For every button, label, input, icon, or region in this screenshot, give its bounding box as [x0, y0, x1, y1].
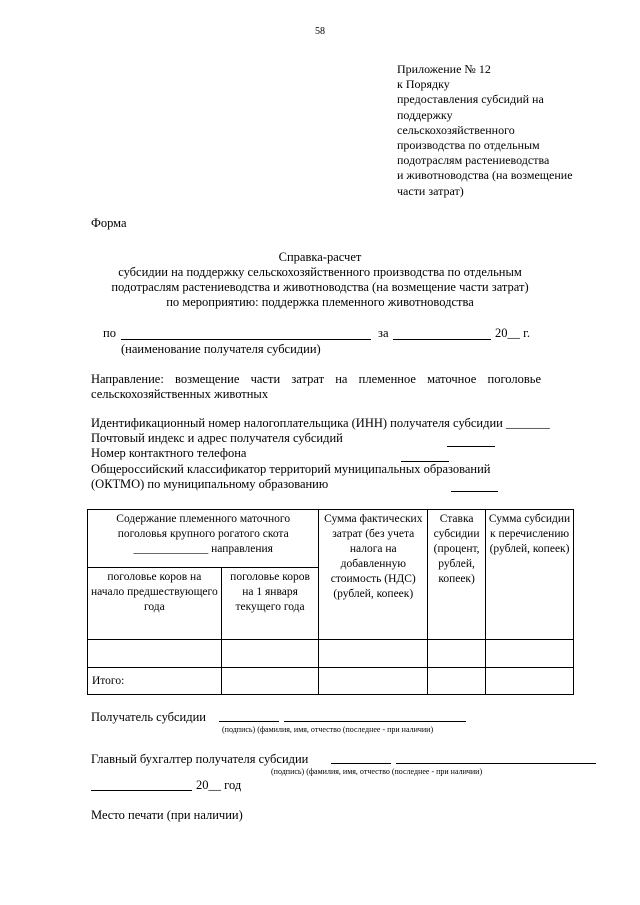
recipient-signature-label: Получатель субсидии: [91, 710, 206, 724]
table-cell[interactable]: [319, 668, 428, 695]
title-line: подотраслям растениеводства и животноводства (на возмещение части затрат): [111, 280, 529, 294]
recipient-signature-caption: (подпись) (фамилия, имя, отчество (последнее - при наличии): [222, 725, 434, 734]
header-subsidy-rate: Ставка субсидии (процент, рублей, копеек): [428, 510, 486, 640]
appendix-block: [397, 62, 573, 199]
accountant-fullname-field[interactable]: [396, 763, 596, 764]
document-title: [60, 250, 580, 310]
accountant-signature-caption: (подпись) (фамилия, имя, отчество (последнее - при наличии): [271, 767, 483, 776]
calculation-table: [87, 509, 574, 695]
appendix-line: Приложение № 12: [397, 62, 491, 76]
appendix-line: предоставления субсидий на: [397, 92, 544, 107]
appendix-line: сельскохозяйственного: [397, 122, 515, 137]
table-cell[interactable]: [221, 640, 319, 668]
year-label: 20__ г.: [495, 326, 530, 340]
header-actual-costs: Сумма фактических затрат (без учета налога на добавленную стоимость (НДС) (рублей, копеек): [319, 510, 428, 640]
recipient-fullname-field[interactable]: [284, 721, 466, 722]
recipient-info: [91, 416, 550, 492]
phone-field[interactable]: [401, 461, 449, 462]
form-label: Форма: [91, 216, 127, 230]
table-cell[interactable]: [486, 668, 574, 695]
oktmo-line-1: Общероссийский классификатор территорий муниципальных образований: [91, 461, 491, 476]
header-subsidy-transfer: Сумма субсидии к перечислению (рублей, копеек): [486, 510, 574, 640]
recipient-po-label: по: [103, 326, 116, 340]
total-label: Итого:: [88, 668, 222, 695]
title-line: по мероприятию: поддержка племенного животноводства: [166, 295, 474, 309]
address-field[interactable]: [447, 446, 495, 447]
recipient-caption: (наименование получателя субсидии): [121, 342, 321, 356]
recipient-name-field[interactable]: [121, 339, 371, 340]
appendix-line: поддержку: [397, 107, 453, 122]
header-livestock-group: Содержание племенного маточного поголовья крупного рогатого скота _____________ направления: [88, 510, 319, 568]
title-line: Справка-расчет: [278, 250, 362, 264]
header-cows-current-year: поголовье коров на 1 января текущего года: [221, 568, 319, 640]
table-cell[interactable]: [88, 640, 222, 668]
direction-text: Направление: возмещение части затрат на племенное маточное поголовье сельскохозяйственных животных: [91, 372, 541, 401]
appendix-line: к Порядку: [397, 77, 450, 92]
stamp-label: Место печати (при наличии): [91, 808, 243, 822]
oktmo-field[interactable]: [451, 491, 498, 492]
accountant-signature-label: Главный бухгалтер получателя субсидии: [91, 752, 309, 766]
oktmo-line-2: (ОКТМО) по муниципальному образованию: [91, 476, 329, 491]
recipient-signature-field[interactable]: [219, 721, 279, 722]
total-row: [88, 668, 574, 695]
date-field[interactable]: [91, 790, 192, 791]
appendix-line: и животноводства (на возмещение: [397, 168, 573, 183]
title-line: субсидии на поддержку сельскохозяйственного производства по отдельным: [118, 265, 522, 279]
appendix-line: производства по отдельным: [397, 138, 540, 153]
inn-line: Идентификационный номер налогоплательщика (ИНН) получателя субсидии _______: [91, 416, 550, 430]
table-cell[interactable]: [319, 640, 428, 668]
period-field[interactable]: [393, 339, 491, 340]
header-cows-previous-year: поголовье коров на начало предшествующего года: [88, 568, 222, 640]
appendix-line: части затрат): [397, 183, 464, 198]
date-year-label: 20__ год: [196, 778, 242, 792]
table-cell[interactable]: [221, 668, 319, 695]
appendix-line: подотраслям растениеводства: [397, 153, 550, 168]
table-cell[interactable]: [428, 640, 486, 668]
page-number: 58: [315, 26, 325, 37]
table-row: [88, 640, 574, 668]
period-za-label: за: [378, 326, 389, 340]
table-cell[interactable]: [428, 668, 486, 695]
phone-line: Номер контактного телефона: [91, 446, 247, 461]
accountant-signature-field[interactable]: [331, 763, 391, 764]
table-cell[interactable]: [486, 640, 574, 668]
address-line: Почтовый индекс и адрес получателя субсидий: [91, 431, 343, 446]
